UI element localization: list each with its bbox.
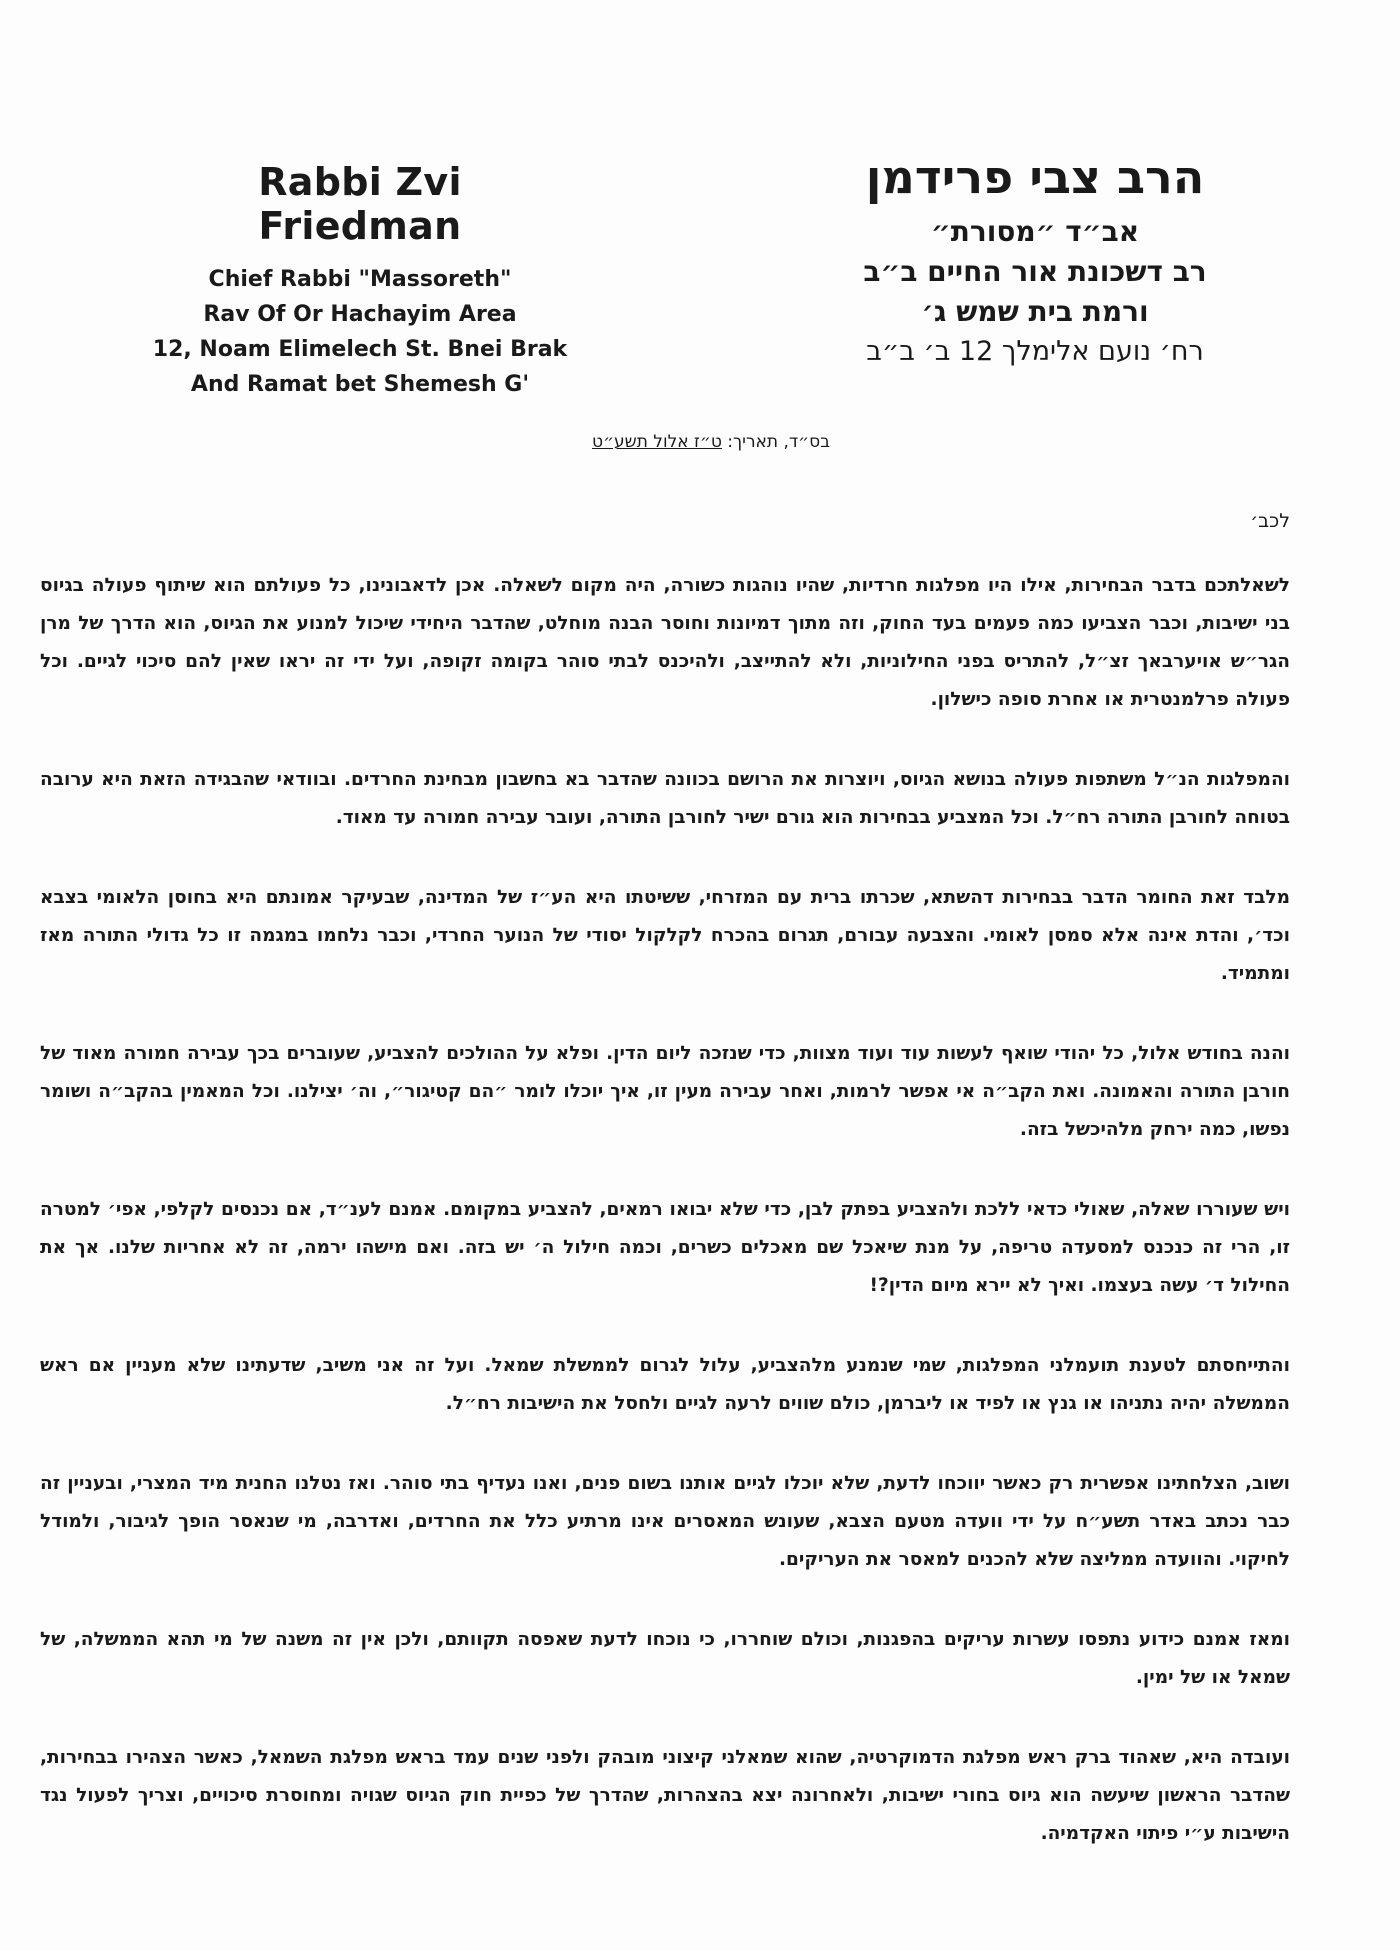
paragraph: והמפלגות הנ״ל משתפות פעולה בנושא הגיוס, ויוצרות את הרושם בכוונה שהדבר בא בחשבון מבחינת החרדים. ובוודאי שהבגידה הזאת היא ערובה בטוחה לחורבן התורה רח״ל. וכל המצביע בבחירות הוא גורם ישיר לחורבן התורה, ועובר עבירה חמורה עד מאוד. [40,769,1290,828]
paragraph: ועובדה היא, שאהוד ברק ראש מפלגת הדמוקרטיה, שהוא שמאלני קיצוני מובהק ולפני שנים עמד בראש מפלגת השמאל, כאשר הצהירו בבחירות, שהדבר הראשון שיעשה הוא גיוס בחורי ישיבות, ולאחרונה יצא בהצהרות, שהדרך של כפיית חוק הגיוס שגויה ומחוסרת סיכויים, וצריך לפעול נגד הישיבות ע״י פיתוי האקדמיה. [40,1747,1290,1844]
hebrew-rabbi-name: הרב צבי פרידמן [865,150,1205,204]
date-prefix: בס״ד, תאריך: [727,432,830,452]
paragraph: לשאלתכם בדבר הבחירות, אילו היו מפלגות חרדיות, שהיו נוהגות כשורה, היה מקום לשאלה. אכן לדאבונינו, כל פעולתם הוא שיתוף פעולה בגיוס בני ישיבות, וכבר הצביעו כמה פעמים בעד החוק, וזה מתוך דמיונות וחוסר הבנה מוחלט, שהדבר היחידי שיכול למנוע את הגיוס, הוא הדרך של מרן הגר״ש אויערבאך זצ״ל, להתריס בפני החילוניות, ולא להתייצב, ולהיכנס לבתי סוהר בקומה זקופה, ועל ידי זה יראו שאין להם סיכוי לגיים. וכל פעולה פרלמנטרית או אחרת סופה כישלון. [40,575,1290,710]
english-rabbi-name: Rabbi Zvi Friedman [258,160,462,248]
paragraph: ושוב, הצלחתינו אפשרית רק כאשר יווכחו לדעת, שלא יוכלו לגיים אותנו בשום פנים, ואנו נעדיף בתי סוהר. ואז נטלנו החנית מיד המצרי, ובעניין זה כבר נכתב באדר תשע״ח על ידי וועדה מטעם הצבא, שעונש המאסרים אינו מרתיע כלל את החרדים, ואדרבה, מי שנאסר הופך לגיבור, ולמודל לחיקוי. והוועדה ממליצה שלא להכנים למאסר את העריקים. [40,1473,1290,1570]
hebrew-letterhead [800,150,1270,372]
english-letterhead [150,160,570,402]
date-value: ט״ז אלול תשע״ט [592,432,722,452]
salutation: לכב׳ [1250,510,1290,532]
english-title-line: Rav Of Or Hachayim Area [203,302,517,327]
hebrew-title-line: אב״ד ״מסורת״ [930,215,1140,248]
english-title-line: Chief Rabbi "Massoreth" [208,267,512,292]
hebrew-title-line: רב דשכונת אור החיים ב״ב [863,255,1207,288]
paragraph: מלבד זאת החומר הדבר בבחירות דהשתא, שכרתו ברית עם המזרחי, ששיטתו היא הע״ז של המדינה, שבעיקר אמונתם היא בחוסן הלאומי בצבא וכד׳, והדת אינה אלא סמסן לאומי. והצבעה עבורם, תגרום בהכרח לקלקול יסודי של הנוער החרדי, וכבר נלחמו במגמה זו כל גדולי התורה מאז ומתמיד. [40,887,1290,984]
hebrew-address-line: רח׳ נועם אלימלך 12 ב׳ ב״ב [866,336,1204,367]
paragraph: והתייחסתם לטענת תועמלני המפלגות, שמי שנמנע מלהצביע, עלול לגרום לממשלת שמאל. ועל זה אני משיב, שדעתינו שלא מעניין אם ראש הממשלה יהיה נתניהו או גנץ או לפיד או ליברמן, כולם שווים לרעה לגיים ולחסל את הישיבות רח״ל. [40,1355,1290,1414]
letter-date [560,432,830,452]
english-address-line: And Ramat bet Shemesh G' [190,372,530,397]
english-address-line: 12, Noam Elimelech St. Bnei Brak [152,337,568,362]
paragraph: ומאז אמנם כידוע נתפסו עשרות עריקים בהפגנות, וכולם שוחררו, כי נוכחו לדעת שאפסה תקוותם, ולכן אין זה משנה של מי תהא הממשלה, של שמאל או של ימין. [40,1629,1290,1688]
paragraph: והנה בחודש אלול, כל יהודי שואף לעשות עוד ועוד מצוות, כדי שנזכה ליום הדין. ופלא על ההולכים להצביע, שעוברים בכך עבירה חמורה מאוד של חורבן התורה והאמונה. ואת הקב״ה אי אפשר לרמות, ואחר עבירה מעין זו, איך יוכלו לומר ״הם קטיגור״, וה׳ יצילנו. וכל המאמין בהקב״ה ושומר נפשו, כמה ירחק מלהיכשל בזה. [40,1043,1290,1140]
hebrew-title-line: ורמת בית שמש ג׳ [921,295,1149,328]
paragraph: ויש שעוררו שאלה, שאולי כדאי ללכת ולהצביע בפתק לבן, כדי שלא יבואו רמאים, להצביע במקומם. אמנם לענ״ד, אם נכנסים לקלפי, אפי׳ למטרה זו, הרי זה כנכנס למסעדה טריפה, על מנת שיאכל שם מאכלים כשרים, וכמה חילול ה׳ יש בזה. ואם מישהו ירמה, זה לא אחריות שלנו. אך את החילול ד׳ עשה בעצמו. ואיך לא יירא מיום הדין?! [40,1199,1290,1296]
letter-body [40,567,1290,1895]
